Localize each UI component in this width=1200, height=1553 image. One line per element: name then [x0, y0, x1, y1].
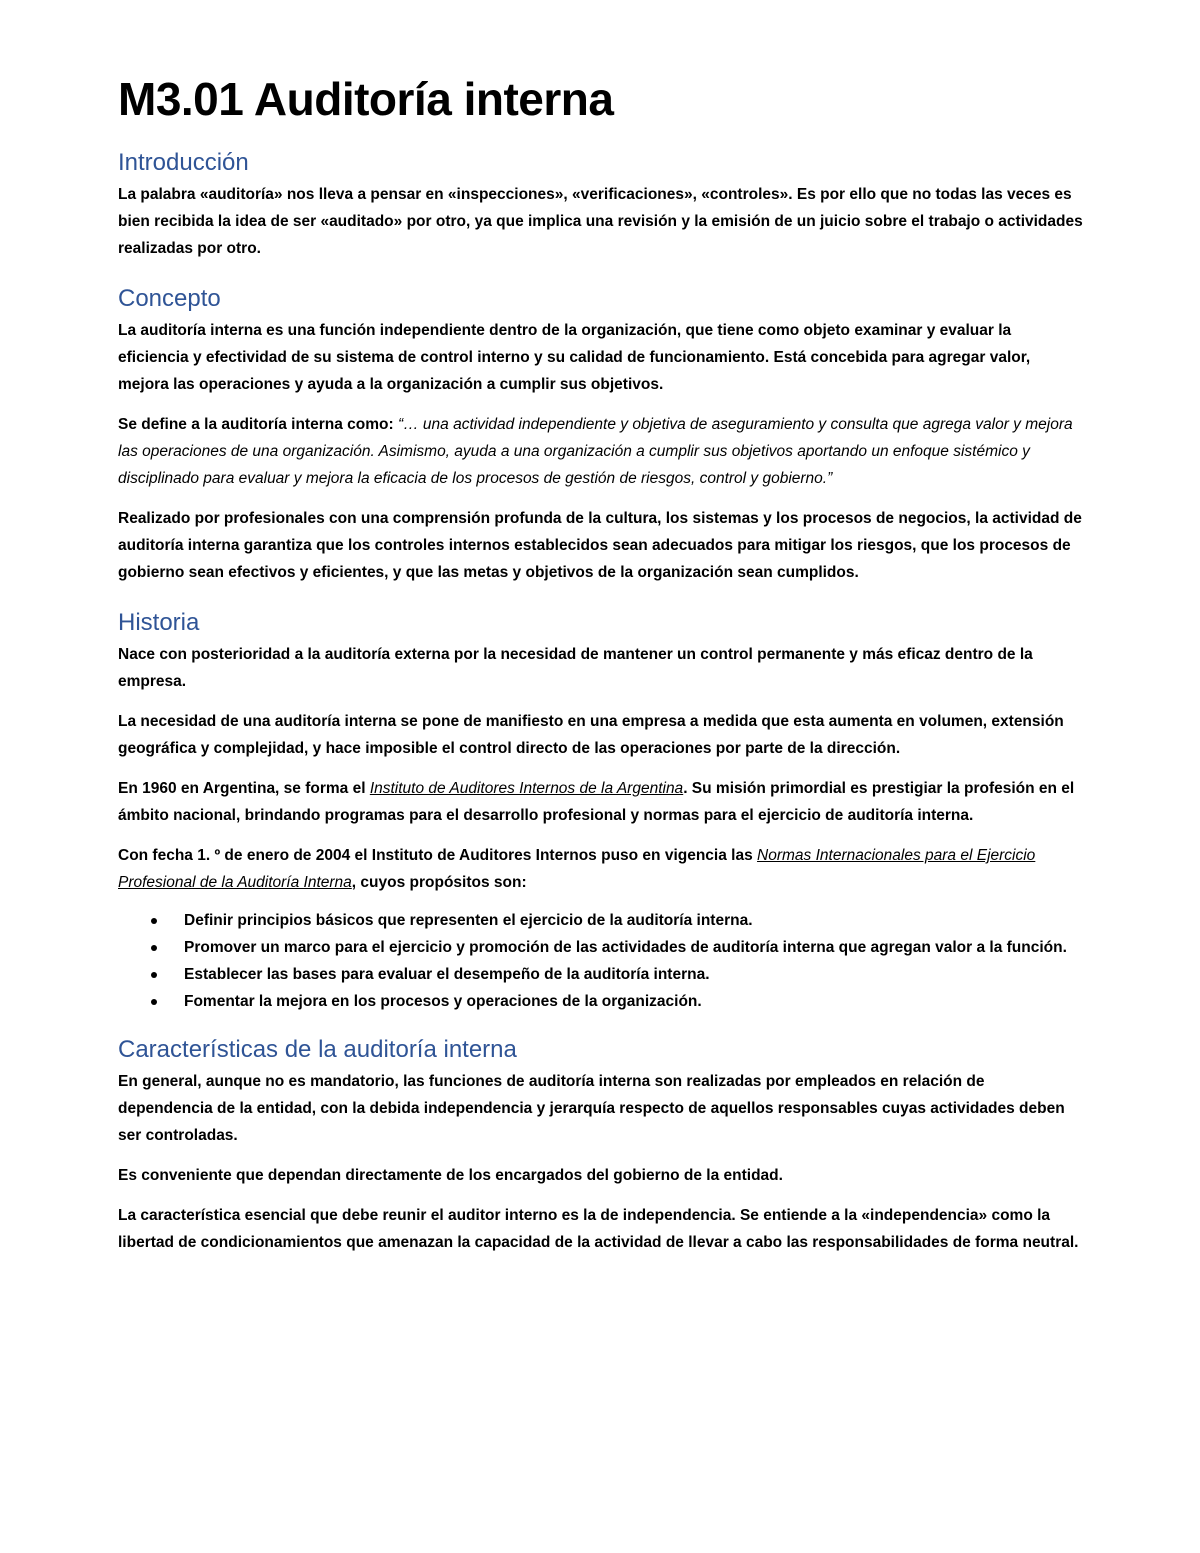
- list-item-text: Definir principios básicos que representen el ejercicio de la auditoría interna.: [184, 912, 753, 929]
- bullet-icon: [151, 999, 157, 1005]
- paragraph: La palabra «auditoría» nos lleva a pensar en «inspecciones», «verificaciones», «controles». Es por ello que no todas las veces es bien recibida la idea de ser «auditado» por otro, ya que implica una revisión y la emisión de un juicio sobre el trabajo o actividades realizadas por otro.: [118, 186, 1083, 257]
- document-title: M3.01 Auditoría interna: [118, 73, 614, 125]
- text-run: . Su misión primordial es prestigiar la profesión en el ámbito nacional, brindando programas para el desarrollo profesional y normas para el ejercicio de auditoría interna.: [118, 780, 1075, 824]
- text-run: Con fecha 1. º de enero de 2004 el Instituto de Auditores Internos puso en vigencia las: [118, 847, 758, 864]
- definition-paragraph: [118, 411, 1083, 492]
- text-run: En 1960 en Argentina, se forma el: [118, 780, 370, 797]
- link-normas-internacionales[interactable]: Normas Internacionales para el Ejercicio Profesional de la Auditoría Interna: [118, 847, 1036, 891]
- list-item-text: Establecer las bases para evaluar el desempeño de la auditoría interna.: [184, 966, 710, 983]
- paragraph: Realizado por profesionales con una comprensión profunda de la cultura, los sistemas y los procesos de negocios, la actividad de auditoría interna garantiza que los controles internos establecidos sean adecuados para mitigar los riesgos, que los procesos de gobierno sean efectivos y eficientes, y que las metas y objetivos de la organización sean cumplidos.: [118, 510, 1082, 581]
- paragraph: Es conveniente que dependan directamente de los encargados del gobierno de la entidad.: [118, 1167, 783, 1184]
- definition-lead: Se define a la auditoría interna como:: [118, 416, 398, 433]
- list-item: [118, 961, 1083, 988]
- section-introduccion: [118, 148, 1083, 262]
- paragraph: La necesidad de una auditoría interna se pone de manifiesto en una empresa a medida que esta aumenta en volumen, extensión geográfica y complejidad, y hace imposible el control directo de las operaciones por parte de la dirección.: [118, 713, 1064, 757]
- section-concepto: [118, 284, 1083, 586]
- list-item-text: Promover un marco para el ejercicio y promoción de las actividades de auditoría interna que agregan valor a la función.: [184, 939, 1067, 956]
- section-heading-caracteristicas: Características de la auditoría interna: [118, 1036, 517, 1063]
- purposes-list: [118, 907, 1083, 1015]
- paragraph: La característica esencial que debe reunir el auditor interno es la de independencia. Se entiende a la «independencia» como la libertad de condicionamientos que amenazan la capacidad de la actividad de llevar a cabo las responsabilidades de forma neutral.: [118, 1207, 1079, 1251]
- section-heading-historia: Historia: [118, 609, 200, 636]
- list-item-text: Fomentar la mejora en los procesos y operaciones de la organización.: [184, 993, 702, 1010]
- section-caracteristicas: [118, 1035, 1083, 1256]
- section-historia: [118, 608, 1083, 1015]
- paragraph: [118, 842, 1083, 896]
- text-run: , cuyos propósitos son:: [351, 874, 527, 891]
- document-page: [118, 70, 1083, 1269]
- link-instituto-auditores[interactable]: Instituto de Auditores Internos de la Argentina: [369, 780, 684, 797]
- section-heading-introduccion: Introducción: [118, 149, 249, 176]
- definition-quote: “… una actividad independiente y objetiva de aseguramiento y consulta que agrega valor y mejora las operaciones de una organización. Asimismo, ayuda a una organización a cumplir sus objetivos aportando un enfoque sistémico y disciplinado para evaluar y mejora la eficacia de los procesos de gestión de riesgos, control y gobierno.”: [118, 416, 1073, 487]
- bullet-icon: [151, 918, 157, 924]
- list-item: [118, 988, 1083, 1015]
- bullet-icon: [151, 945, 157, 951]
- list-item: [118, 934, 1083, 961]
- bullet-icon: [151, 972, 157, 978]
- paragraph: La auditoría interna es una función independiente dentro de la organización, que tiene como objeto examinar y evaluar la eficiencia y efectividad de su sistema de control interno y su calidad de funcionamiento. Está concebida para agregar valor, mejora las operaciones y ayuda a la organización a cumplir sus objetivos.: [118, 322, 1031, 393]
- paragraph: En general, aunque no es mandatorio, las funciones de auditoría interna son realizadas por empleados en relación de dependencia de la entidad, con la debida independencia y jerarquía respecto de aquellos responsables cuyas actividades deben ser controladas.: [118, 1073, 1065, 1144]
- list-item: [118, 907, 1083, 934]
- paragraph: [118, 775, 1083, 829]
- paragraph: Nace con posterioridad a la auditoría externa por la necesidad de mantener un control permanente y más eficaz dentro de la empresa.: [118, 646, 1033, 690]
- section-heading-concepto: Concepto: [118, 285, 221, 312]
